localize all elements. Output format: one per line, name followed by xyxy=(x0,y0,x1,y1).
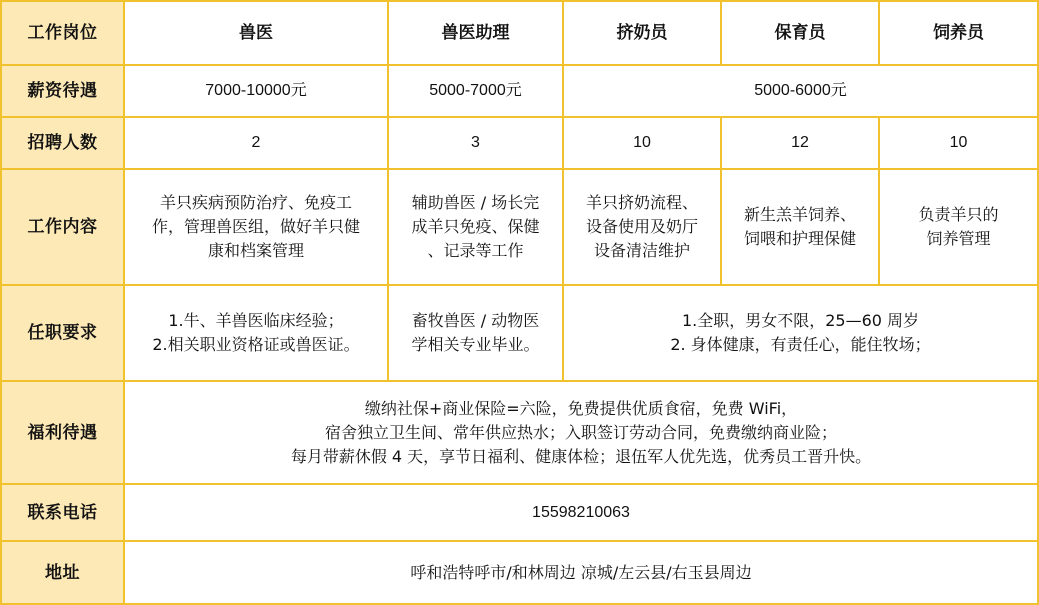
headcount-assistant: 3 xyxy=(388,117,563,169)
duties-milker-line: 设备使用及奶厅 xyxy=(585,217,698,236)
duties-assistant xyxy=(388,169,563,285)
header-feeder: 饲养员 xyxy=(879,1,1038,65)
benefits-line: 缴纳社保+商业保险=六险，免费提供优质食宿，免费 WiFi， xyxy=(364,398,798,418)
duties-feeder-line: 负责羊只的 xyxy=(918,205,999,224)
header-milker: 挤奶员 xyxy=(563,1,721,65)
duties-nursery xyxy=(721,169,879,285)
benefits-row xyxy=(1,381,1038,484)
requirements-vet xyxy=(124,285,388,381)
contact-row xyxy=(1,484,1038,541)
requirements-vet-line: 1.牛、羊兽医临床经验； xyxy=(168,311,344,330)
header-nursery: 保育员 xyxy=(721,1,879,65)
salary-row xyxy=(1,65,1038,117)
salary-label: 薪资待遇 xyxy=(1,65,124,117)
duties-vet-line: 康和档案管理 xyxy=(207,241,304,260)
headcount-nursery: 12 xyxy=(721,117,879,169)
header-row xyxy=(1,1,1038,65)
duties-milker-line: 羊只挤奶流程、 xyxy=(585,193,698,212)
duties-nursery-line: 饲喂和护理保健 xyxy=(743,229,856,248)
contact-phone: 15598210063 xyxy=(124,484,1038,541)
salary-vet: 7000-10000元 xyxy=(124,65,388,117)
header-vet-assistant: 兽医助理 xyxy=(388,1,563,65)
requirements-others-line: 2. 身体健康，有责任心，能住牧场； xyxy=(670,335,931,354)
requirements-others xyxy=(563,285,1038,381)
headcount-label: 招聘人数 xyxy=(1,117,124,169)
duties-feeder xyxy=(879,169,1038,285)
duties-assistant-line: 、记录等工作 xyxy=(427,241,524,260)
headcount-vet: 2 xyxy=(124,117,388,169)
duties-milker-line: 设备清洁维护 xyxy=(593,241,690,260)
duties-milker xyxy=(563,169,721,285)
duties-assistant-line: 成羊只免疫、保健 xyxy=(411,217,540,236)
benefits-content xyxy=(124,381,1038,484)
benefits-line: 宿舍独立卫生间、常年供应热水；入职签订劳动合同，免费缴纳商业险； xyxy=(324,422,837,442)
requirements-row xyxy=(1,285,1038,381)
duties-row xyxy=(1,169,1038,285)
duties-assistant-line: 辅助兽医 / 场长完 xyxy=(411,193,540,212)
headcount-feeder: 10 xyxy=(879,117,1038,169)
benefits-line: 每月带薪休假 4 天，享节日福利、健康体检；退伍军人优先选，优秀员工晋升快。 xyxy=(290,446,872,466)
duties-label: 工作内容 xyxy=(1,169,124,285)
requirements-others-line: 1.全职，男女不限，25—60 周岁 xyxy=(681,311,920,330)
requirements-assistant-line: 学相关专业毕业。 xyxy=(411,335,540,354)
duties-nursery-line: 新生羔羊饲养、 xyxy=(743,205,856,224)
requirements-vet-line: 2.相关职业资格证或兽医证。 xyxy=(152,335,360,354)
salary-assistant: 5000-7000元 xyxy=(388,65,563,117)
duties-vet xyxy=(124,169,388,285)
requirements-label: 任职要求 xyxy=(1,285,124,381)
contact-label: 联系电话 xyxy=(1,484,124,541)
address-row xyxy=(1,541,1038,604)
header-job-title: 工作岗位 xyxy=(1,1,124,65)
duties-vet-line: 羊只疾病预防治疗、免疫工 xyxy=(159,193,352,212)
header-vet: 兽医 xyxy=(124,1,388,65)
requirements-assistant-line: 畜牧兽医 / 动物医 xyxy=(411,311,540,330)
requirements-assistant xyxy=(388,285,563,381)
duties-vet-line: 作，管理兽医组，做好羊只健 xyxy=(151,217,360,236)
benefits-label: 福利待遇 xyxy=(1,381,124,484)
headcount-row xyxy=(1,117,1038,169)
headcount-milker: 10 xyxy=(563,117,721,169)
salary-others: 5000-6000元 xyxy=(563,65,1038,117)
address-value: 呼和浩特呼市/和林周边 凉城/左云县/右玉县周边 xyxy=(124,541,1038,604)
address-label: 地址 xyxy=(1,541,124,604)
duties-feeder-line: 饲养管理 xyxy=(926,229,991,248)
